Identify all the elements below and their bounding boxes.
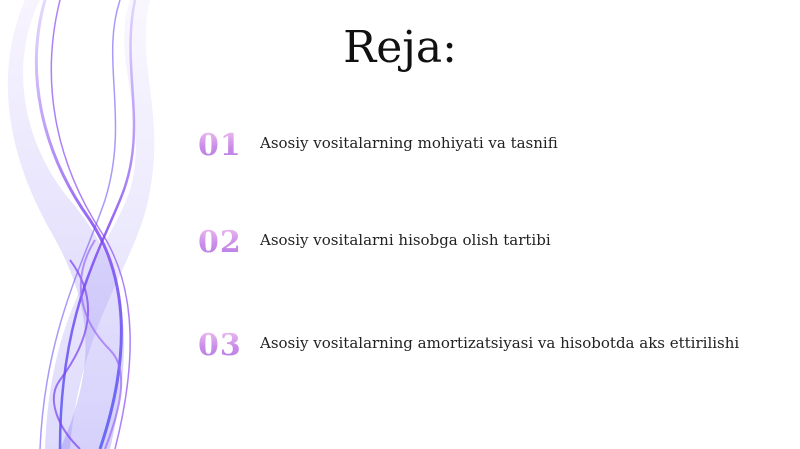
plan-item-text: Asosiy vositalarning mohiyati va tasnifi: [260, 134, 558, 152]
plan-item-text: Asosiy vositalarning amortizatsiyasi va hisobotda aks ettirilishi: [260, 334, 740, 352]
plan-item-number: 01: [198, 128, 242, 163]
smoke-ribbon-decoration: [0, 0, 200, 449]
slide-title: Reja:: [343, 22, 457, 73]
plan-item-number: 02: [198, 225, 242, 260]
plan-item-number: 03: [198, 328, 242, 363]
plan-item-text: Asosiy vositalarni hisobga olish tartibi: [260, 231, 551, 249]
